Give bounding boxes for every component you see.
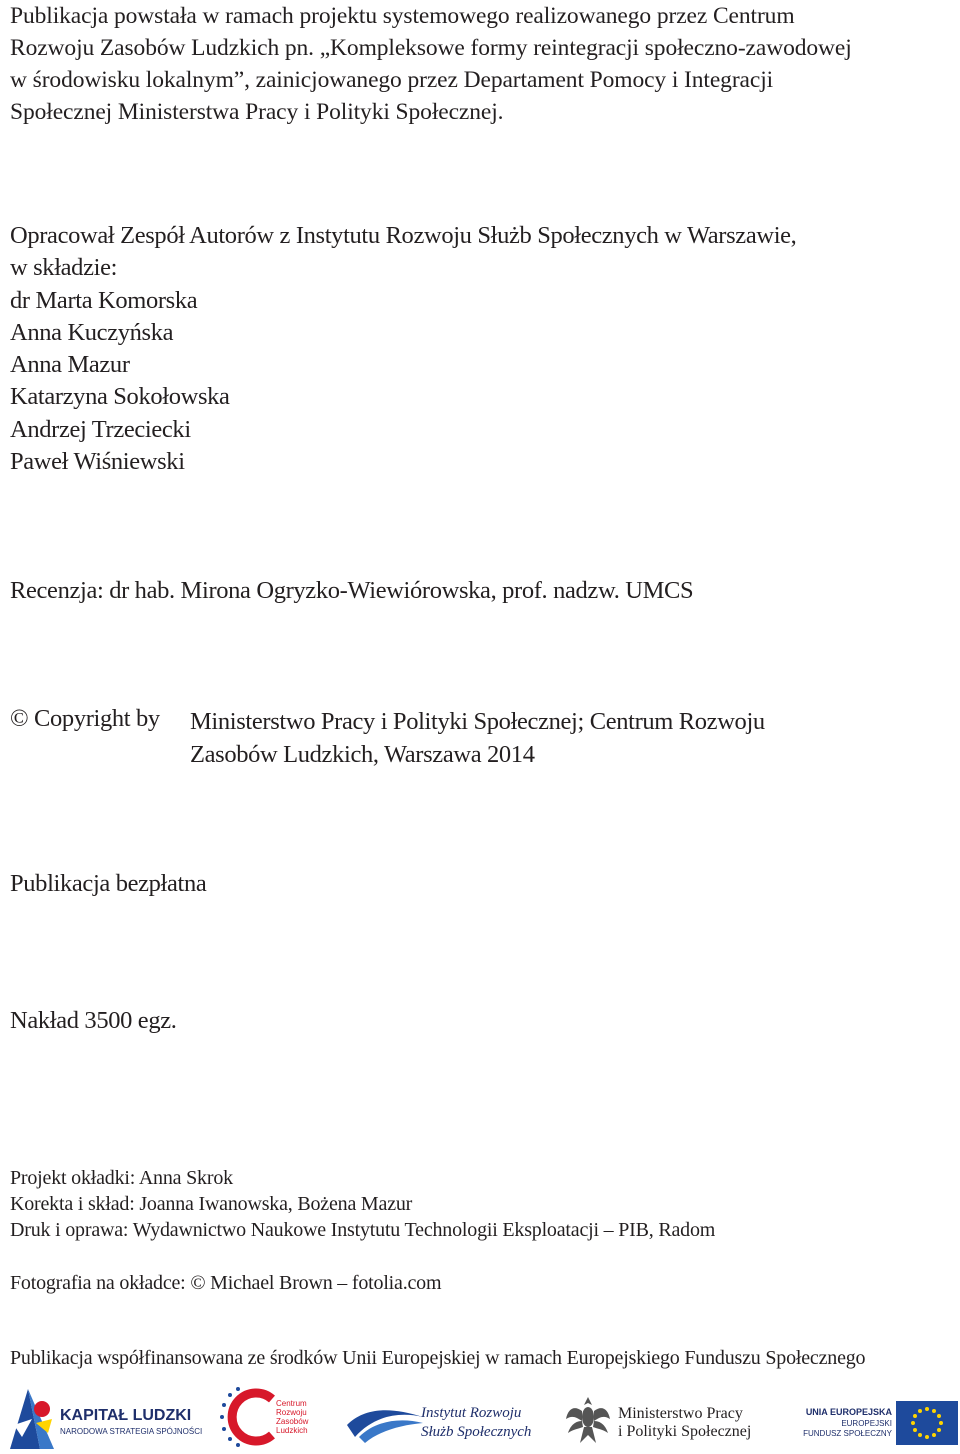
author-name: Paweł Wiśniewski	[10, 448, 185, 475]
author-name: dr Marta Komorska	[10, 287, 198, 314]
crzl-line: Centrum	[276, 1399, 307, 1408]
crzl-line: Rozwoju	[276, 1408, 307, 1417]
ministry-line: i Polityki Społecznej	[618, 1423, 752, 1440]
author-name: Anna Mazur	[10, 351, 130, 378]
irss-swoosh	[345, 1403, 425, 1443]
kapital-ludzki-emblem	[8, 1385, 56, 1451]
crzl-logo	[220, 1385, 320, 1454]
free-publication: Publikacja bezpłatna	[10, 870, 207, 897]
kapital-ludzki-logo	[8, 1385, 203, 1454]
crzl-line: Ludzkich	[276, 1426, 308, 1435]
eu-logo	[800, 1385, 960, 1454]
eu-flag-icon	[896, 1401, 958, 1445]
intro-line: w środowisku lokalnym”, zainicjowanego przez Departament Pomocy i Integracji	[10, 67, 774, 93]
eu-fund-line: FUNDUSZ SPOŁECZNY	[803, 1429, 892, 1438]
cover-design-credit: Projekt okładki: Anna Skrok	[10, 1167, 233, 1189]
intro-line: Rozwoju Zasobów Ludzkich pn. „Kompleksowe formy reintegracji społeczno-zawodowej	[10, 35, 852, 61]
eagle-emblem	[566, 1391, 610, 1449]
proofreading-credit: Korekta i skład: Joanna Iwanowska, Bożena Mazur	[10, 1193, 413, 1215]
cofinancing-note: Publikacja współfinansowana ze środków Unii Europejskiej w ramach Europejskiego Funduszu Społecznego	[10, 1347, 866, 1369]
printing-credit: Druk i oprawa: Wydawnictwo Naukowe Instytutu Technologii Eksploatacji – PIB, Radom	[10, 1219, 716, 1241]
eu-fund-line: EUROPEJSKI	[841, 1419, 892, 1428]
ministry-logo	[566, 1385, 776, 1454]
author-name: Anna Kuczyńska	[10, 319, 174, 346]
crzl-name	[276, 1399, 308, 1435]
authors-intro-cont: w składzie:	[10, 254, 118, 281]
intro-paragraph	[10, 0, 960, 128]
photo-credit: Fotografia na okładce: © Michael Brown – fotolia.com	[10, 1272, 442, 1294]
irss-line: Służb Społecznych	[421, 1424, 532, 1440]
kapital-ludzki-subtitle: NARODOWA STRATEGIA SPÓJNOŚCI	[60, 1427, 203, 1436]
intro-line: Publikacja powstała w ramach projektu systemowego realizowanego przez Centrum	[10, 3, 795, 29]
intro-line: Społecznej Ministerstwa Pracy i Polityki Społecznej.	[10, 99, 504, 125]
eu-title: UNIA EUROPEJSKA	[805, 1407, 892, 1417]
author-name: Katarzyna Sokołowska	[10, 383, 230, 410]
copyright-label: © Copyright by	[10, 705, 160, 732]
copyright-holders	[190, 705, 765, 771]
copyright-line: Zasobów Ludzkich, Warszawa 2014	[190, 741, 535, 768]
author-name: Andrzej Trzeciecki	[10, 416, 191, 443]
ministry-line: Ministerstwo Pracy	[618, 1405, 743, 1422]
authors-intro: Opracował Zespół Autorów z Instytutu Rozwoju Służb Społecznych w Warszawie,	[10, 222, 797, 249]
logos-strip	[0, 1385, 960, 1454]
irss-logo	[345, 1385, 535, 1454]
print-run: Nakład 3500 egz.	[10, 1007, 177, 1034]
copyright-line: Ministerstwo Pracy i Polityki Społecznej; Centrum Rozwoju	[190, 708, 765, 735]
irss-line: Instytut Rozwoju	[421, 1405, 522, 1421]
crzl-emblem	[220, 1385, 280, 1447]
kapital-ludzki-title: KAPITAŁ LUDZKI	[60, 1407, 192, 1424]
review-line: Recenzja: dr hab. Mirona Ogryzko-Wiewiórowska, prof. nadzw. UMCS	[10, 577, 694, 604]
crzl-line: Zasobów	[276, 1417, 309, 1426]
